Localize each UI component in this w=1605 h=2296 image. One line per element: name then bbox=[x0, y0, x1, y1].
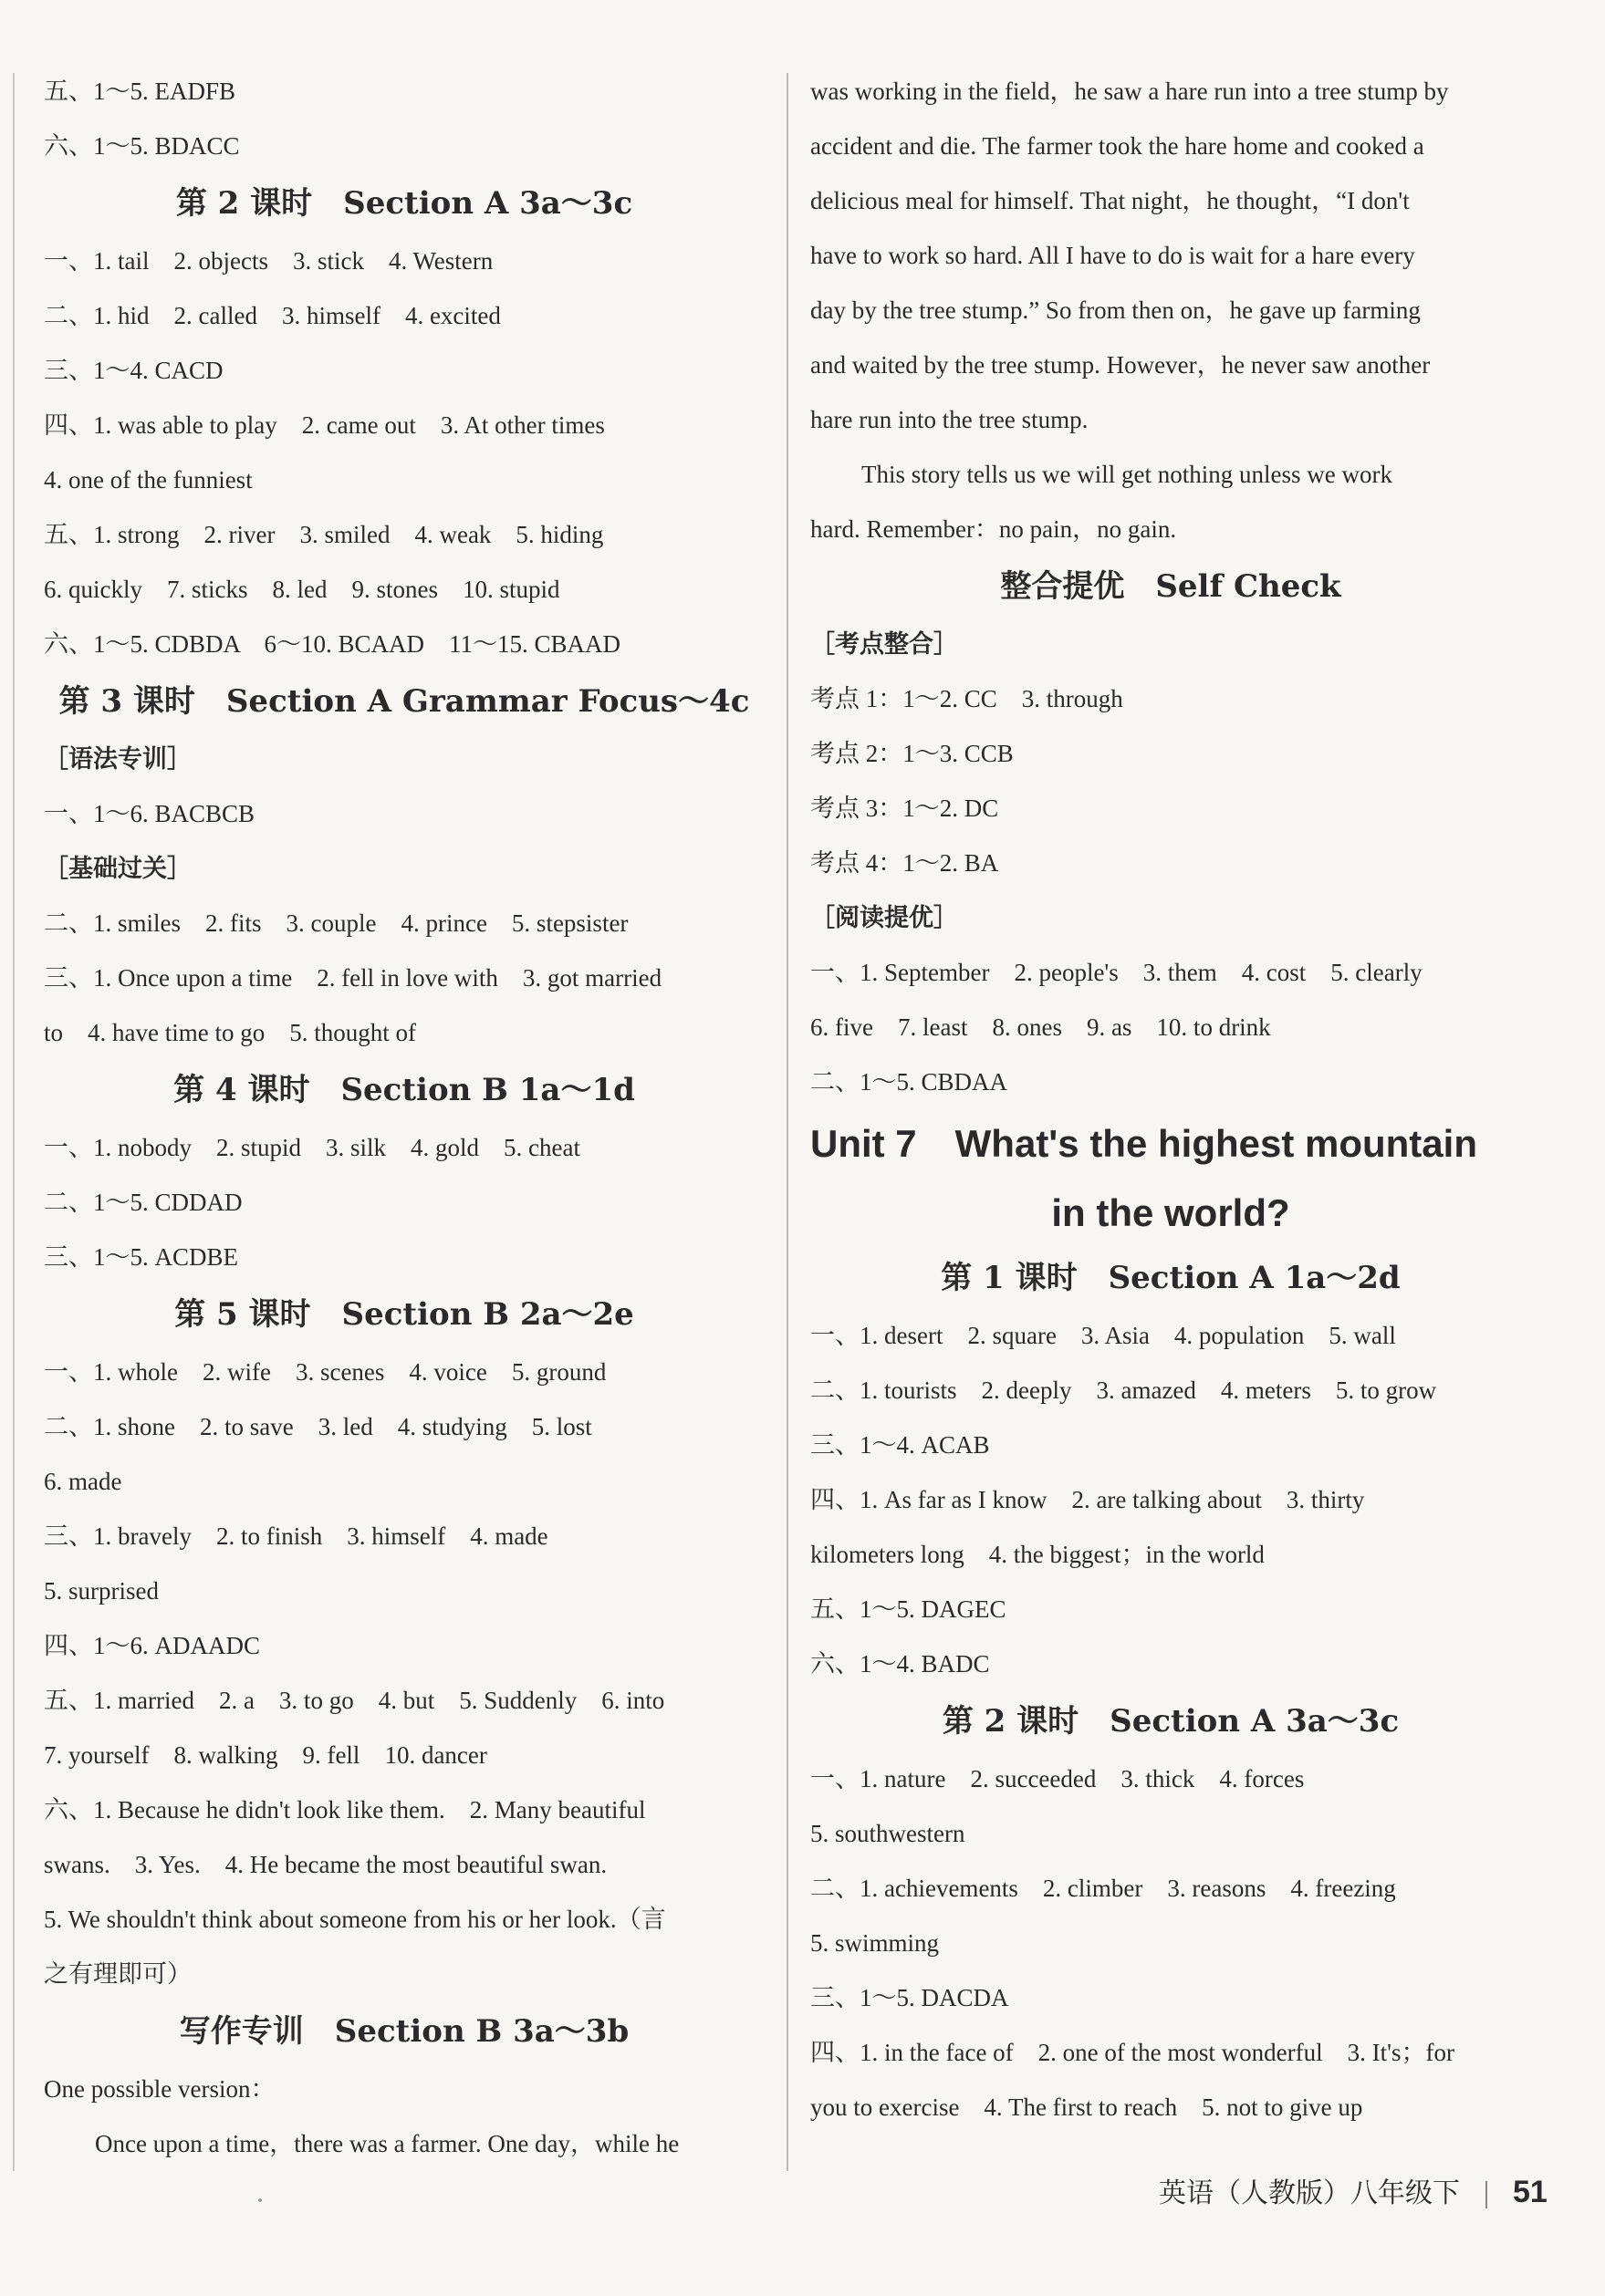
essay-line: day by the tree stump.” So from then on，he gave up farming bbox=[810, 296, 1421, 324]
answer-line: 5. swimming bbox=[810, 1929, 940, 1957]
answer-line: 考点 3：1～2. DC bbox=[810, 795, 999, 822]
answer-line: 二、1～5. CDDAD bbox=[44, 1189, 243, 1216]
answer-line: 二、1～5. CBDAA bbox=[810, 1068, 1008, 1096]
answer-line: 四、1. was able to play 2. came out 3. At other times bbox=[44, 411, 605, 439]
answer-line: 4. one of the funniest bbox=[44, 466, 253, 493]
margin-line bbox=[13, 73, 15, 2171]
lesson-heading: 第 3 课时 Section A Grammar Focus～4c bbox=[58, 683, 750, 720]
answer-line: 一、1. whole 2. wife 3. scenes 4. voice 5. ground bbox=[44, 1358, 607, 1386]
left-column bbox=[44, 64, 765, 2171]
answer-line: 7. yourself 8. walking 9. fell 10. dancer bbox=[44, 1741, 487, 1769]
answer-line: 五、1. married 2. a 3. to go 4. but 5. Suddenly 6. into bbox=[44, 1687, 665, 1714]
answer-line: 二、1. achievements 2. climber 3. reasons 4. freezing bbox=[810, 1875, 1396, 1902]
answer-line: 考点 1：1～2. CC 3. through bbox=[810, 685, 1123, 712]
essay-line: Once upon a time，there was a farmer. One day，while he bbox=[95, 2130, 680, 2157]
answer-line: 五、1. strong 2. river 3. smiled 4. weak 5. hiding bbox=[44, 521, 604, 548]
answer-line: 6. five 7. least 8. ones 9. as 10. to drink bbox=[810, 1013, 1271, 1041]
answer-line: swans. 3. Yes. 4. He became the most beautiful swan. bbox=[44, 1851, 608, 1878]
answer-line: 四、1～6. ADAADC bbox=[44, 1632, 261, 1659]
answer-line: 5. We shouldn't think about someone from his or her look.（言 bbox=[44, 1906, 666, 1933]
answer-line: 三、1～5. ACDBE bbox=[44, 1243, 239, 1271]
lesson-heading: 第 5 课时 Section B 2a～2e bbox=[174, 1296, 634, 1333]
answer-line: 之有理即可） bbox=[44, 1960, 192, 1988]
answer-line: 五、1～5. DAGEC bbox=[810, 1595, 1006, 1623]
answer-line: 六、1～5. CDBDA 6～10. BCAAD 11～15. CBAAD bbox=[44, 630, 621, 658]
section-tag: ［语法专训］ bbox=[44, 745, 192, 773]
answer-line: 五、1～5. EADFB bbox=[44, 78, 236, 105]
answer-line: 四、1. As far as I know 2. are talking about 3. thirty bbox=[810, 1486, 1365, 1513]
answer-line: 5. surprised bbox=[44, 1577, 159, 1605]
answer-line: 三、1～4. ACAB bbox=[810, 1431, 990, 1459]
answer-line: 三、1～4. CACD bbox=[44, 357, 224, 384]
answer-line: 5. southwestern bbox=[810, 1820, 965, 1847]
section-tag: ［基础过关］ bbox=[44, 855, 192, 882]
essay-line: delicious meal for himself. That night，he thought，“I don't bbox=[810, 187, 1410, 214]
column-divider bbox=[787, 73, 788, 2171]
page-footer bbox=[1159, 2169, 1548, 2215]
lesson-heading: 写作专训 Section B 3a～3b bbox=[179, 2013, 630, 2050]
answer-line: 6. quickly 7. sticks 8. led 9. stones 10. stupid bbox=[44, 576, 560, 603]
answer-line: kilometers long 4. the biggest；in the world bbox=[810, 1541, 1265, 1568]
answer-line: 一、1～6. BACBCB bbox=[44, 800, 255, 827]
answer-line: to 4. have time to go 5. thought of bbox=[44, 1019, 416, 1046]
lesson-heading: 第 1 课时 Section A 1a～2d bbox=[941, 1260, 1401, 1296]
right-column bbox=[810, 64, 1531, 2135]
lesson-heading: 第 4 课时 Section B 1a～1d bbox=[173, 1072, 635, 1108]
subject-label: 英语（人教版）八年级下 bbox=[1159, 2177, 1460, 2209]
essay-line: hard. Remember：no pain，no gain. bbox=[810, 515, 1177, 543]
essay-line: This story tells us we will get nothing unless we work bbox=[861, 461, 1392, 488]
print-speck bbox=[258, 2198, 262, 2202]
answer-line: 一、1. tail 2. objects 3. stick 4. Western bbox=[44, 247, 494, 275]
unit-title-cont: in the world? bbox=[1051, 1191, 1290, 1234]
answer-line: 六、1～4. BADC bbox=[810, 1650, 990, 1678]
answer-line: 二、1. shone 2. to save 3. led 4. studying 5. lost bbox=[44, 1413, 592, 1440]
answer-line: 一、1. desert 2. square 3. Asia 4. population 5. wall bbox=[810, 1322, 1396, 1349]
answer-line: 考点 2：1～3. CCB bbox=[810, 740, 1014, 767]
essay-line: was working in the field，he saw a hare run into a tree stump by bbox=[810, 78, 1449, 105]
footer-separator bbox=[1485, 2181, 1487, 2208]
lesson-heading: 第 2 课时 Section A 3a～3c bbox=[175, 185, 633, 222]
answer-line: 一、1. September 2. people's 3. them 4. cost 5. clearly bbox=[810, 959, 1423, 986]
answer-line: 三、1. bravely 2. to finish 3. himself 4. made bbox=[44, 1522, 548, 1550]
lesson-heading: 整合提优 Self Check bbox=[1000, 568, 1341, 605]
essay-line: hare run into the tree stump. bbox=[810, 406, 1089, 433]
section-tag: ［考点整合］ bbox=[810, 630, 958, 658]
essay-line: and waited by the tree stump. However，he never saw another bbox=[810, 351, 1431, 379]
answer-line: 考点 4：1～2. BA bbox=[810, 849, 999, 877]
answer-line: 一、1. nobody 2. stupid 3. silk 4. gold 5. cheat bbox=[44, 1134, 580, 1161]
answer-line: 二、1. hid 2. called 3. himself 4. excited bbox=[44, 302, 501, 329]
answer-line: 六、1～5. BDACC bbox=[44, 132, 240, 160]
answer-line: 二、1. tourists 2. deeply 3. amazed 4. meters 5. to grow bbox=[810, 1377, 1437, 1404]
answer-line: you to exercise 4. The first to reach 5. not to give up bbox=[810, 2093, 1363, 2121]
answer-line: 三、1. Once upon a time 2. fell in love with 3. got married bbox=[44, 964, 662, 992]
answer-line: One possible version： bbox=[44, 2075, 276, 2103]
unit-title: Unit 7 What's the highest mountain bbox=[810, 1122, 1477, 1165]
lesson-heading: 第 2 课时 Section A 3a～3c bbox=[942, 1703, 1400, 1740]
answer-line: 一、1. nature 2. succeeded 3. thick 4. forces bbox=[810, 1765, 1305, 1792]
answer-line: 四、1. in the face of 2. one of the most wonderful 3. It's；for bbox=[810, 2039, 1454, 2066]
answer-line: 六、1. Because he didn't look like them. 2. Many beautiful bbox=[44, 1796, 646, 1823]
section-tag: ［阅读提优］ bbox=[810, 904, 958, 931]
answer-line: 二、1. smiles 2. fits 3. couple 4. prince 5. stepsister bbox=[44, 909, 629, 937]
page-number: 51 bbox=[1513, 2175, 1548, 2209]
answer-line: 三、1～5. DACDA bbox=[810, 1984, 1009, 2011]
essay-line: have to work so hard. All I have to do is wait for a hare every bbox=[810, 242, 1415, 269]
essay-line: accident and die. The farmer took the hare home and cooked a bbox=[810, 132, 1424, 160]
answer-line: 6. made bbox=[44, 1468, 122, 1495]
